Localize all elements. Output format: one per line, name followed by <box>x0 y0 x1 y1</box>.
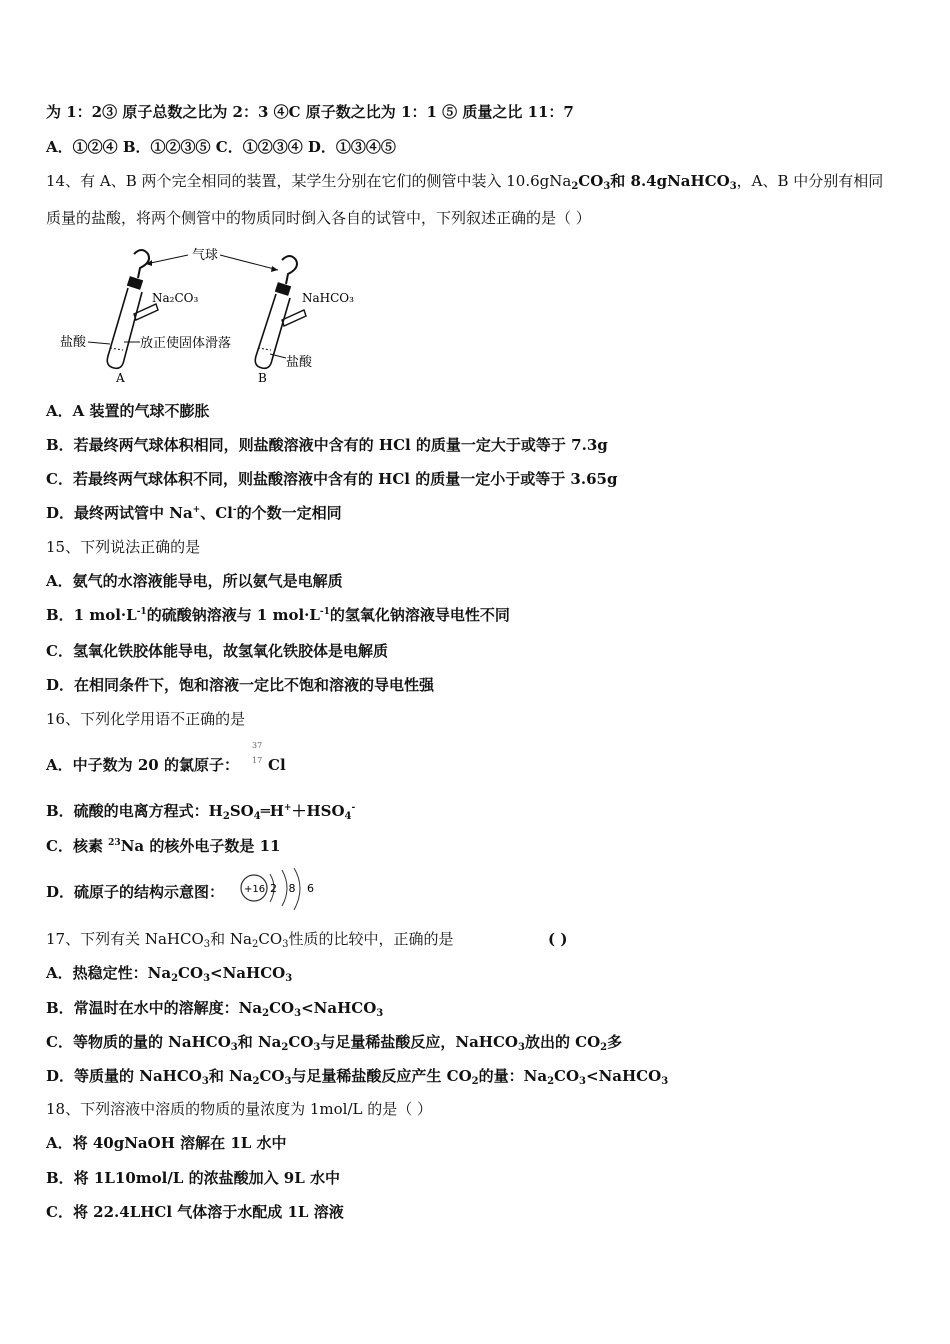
q14-option-c: C．若最终两气球体积不同，则盐酸溶液中含有的 HCl 的质量一定小于或等于 3.65g <box>46 470 618 488</box>
q17-answer-paren: ( ) <box>548 930 568 948</box>
label-b: B <box>258 371 267 385</box>
q14-stem-line1: 14、有 A、B 两个完全相同的装置，某学生分别在它们的侧管中装入 $10.6gNa_2CO_3$和 8.4gNaHCO$_3$，A、B 中分别有相同 <box>46 172 884 192</box>
na2co3-label: Na₂CO₃ <box>152 291 199 305</box>
tube-b <box>255 256 306 368</box>
q18-option-a: A．将 40gNaOH 溶解在 1L 水中 <box>46 1134 287 1152</box>
q15-option-b: B．1 $mol\cdot L^{-1}$的硫酸钠溶液与 1 $mol\cdot L^{-1}$的氢氧化钠溶液导电性不同 <box>46 606 510 624</box>
q16-stem: 16、下列化学用语不正确的是 <box>46 710 246 728</box>
chlorine-mass-number: 37 <box>252 741 263 750</box>
q17-option-d: D．等质量的 NaHCO$_3$和 $Na_2CO_3$与足量稀盐酸反应产生 $CO_2$的量：$Na_2CO_3<NaHCO_3$ <box>46 1067 669 1087</box>
chlorine-atomic-number: 17 <box>252 756 263 765</box>
q15-stem: 15、下列说法正确的是 <box>46 538 201 556</box>
q14-option-d: D．最终两试管中 Na+、Cl-的个数一定相同 <box>46 504 342 522</box>
q15-option-c: C．氢氧化铁胶体能导电，故氢氧化铁胶体是电解质 <box>46 642 388 660</box>
q15-option-d: D．在相同条件下，饱和溶液一定比不饱和溶液的导电性强 <box>46 676 435 694</box>
balloon-label: 气球 <box>192 248 219 263</box>
q14-apparatus-figure <box>56 244 366 386</box>
q17-option-a: A．热稳定性：$Na_2CO_3<NaHCO_3$ <box>46 964 293 984</box>
q18-option-c: C．将 22.4LHCl 气体溶于水配成 1L 溶液 <box>46 1203 344 1221</box>
sulfur-nucleus-label: +16 <box>244 884 266 895</box>
q17-option-b: B．常温时在水中的溶解度：$Na_2CO_3<NaHCO_3$ <box>46 999 384 1019</box>
q16-option-d: D．硫原子的结构示意图： <box>46 883 225 901</box>
q17-stem: 17、下列有关 NaHCO$_3$和 $Na_2CO_3$性质的比较中，正确的是 <box>46 930 454 950</box>
prev-question-tail: 为 1：2③ 原子总数之比为 2：3 ④C 原子数之比为 1：1 ⑤ 质量之比 11：7 <box>46 103 574 121</box>
nahco3-label: NaHCO₃ <box>302 291 354 305</box>
sulfur-shell-electrons: 2 8 6 <box>270 882 318 895</box>
q14-option-b: B．若最终两气球体积相同，则盐酸溶液中含有的 HCl 的质量一定大于或等于 7.3g <box>46 436 608 454</box>
q14-option-a: A．A 装置的气球不膨胀 <box>46 402 210 420</box>
sulfur-atom-diagram <box>238 866 318 912</box>
chlorine-symbol: Cl <box>268 756 286 774</box>
slide-note-label: 放正使固体滑落 <box>140 336 232 351</box>
label-a: A <box>116 371 125 385</box>
q16-option-c: C．核素 $^{23}$Na 的核外电子数是 11 <box>46 837 281 855</box>
q15-option-a: A．氨气的水溶液能导电，所以氨气是电解质 <box>46 572 343 590</box>
q14-stem-line2: 质量的盐酸，将两个侧管中的物质同时倒入各自的试管中，下列叙述正确的是（ ） <box>46 209 591 227</box>
q18-option-b: B．将 1L10mol/L 的浓盐酸加入 9L 水中 <box>46 1169 341 1187</box>
acid-label-a: 盐酸 <box>60 335 87 350</box>
q16-option-a: A．中子数为 20 的氯原子： <box>46 756 239 774</box>
acid-label-b: 盐酸 <box>286 355 313 370</box>
prev-question-options: A．①②④ B．①②③⑤ C．①②③④ D．①③④⑤ <box>46 138 396 156</box>
q18-stem: 18、下列溶液中溶质的物质的量浓度为 1mol/L 的是（ ） <box>46 1100 433 1118</box>
q17-option-c: C．等物质的量的 NaHCO$_3$和 $Na_2CO_3$与足量稀盐酸反应，NaHCO$_3$放出的 $CO_2$多 <box>46 1033 623 1053</box>
q16-option-b: B．硫酸的电离方程式：$H_2SO_4═H^++HSO_4^-$ <box>46 802 356 822</box>
